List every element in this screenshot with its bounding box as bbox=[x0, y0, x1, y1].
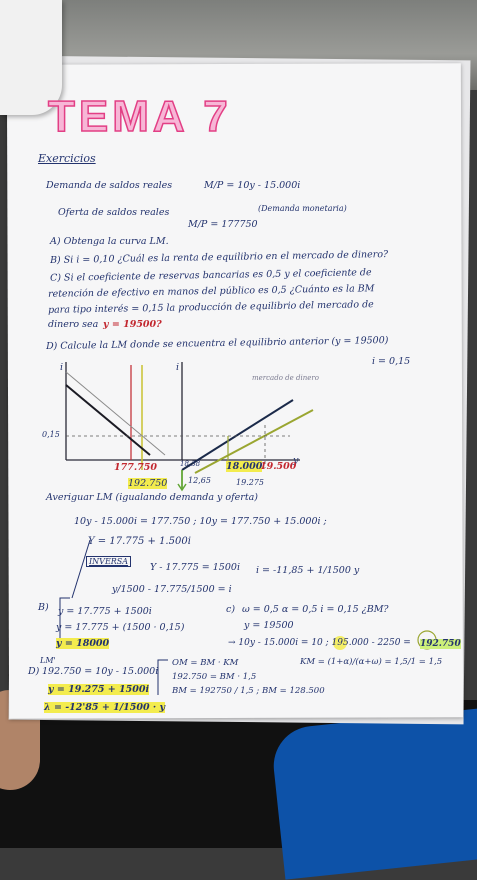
supply-label: Oferta de saldos reales bbox=[58, 207, 170, 218]
label-192750-text: 192.750 bbox=[128, 478, 168, 489]
solution-d-line1: 192.750 = 10y - 15.000i bbox=[42, 666, 159, 677]
solution-a-title: Averiguar LM (igualando demanda y oferta) bbox=[46, 492, 259, 503]
bracket-a bbox=[72, 540, 90, 598]
solution-b-result bbox=[56, 638, 109, 649]
demand-curve-grey bbox=[66, 372, 165, 455]
graph-label-177750: 177.750 bbox=[114, 462, 157, 473]
solution-a-line2: Y = 17.775 + 1.500i bbox=[88, 536, 191, 547]
solution-d-lm: LM' bbox=[40, 656, 56, 665]
solution-b-line2: y = 17.775 + (1500 · 0,15) bbox=[56, 622, 185, 633]
graph-tick-i: 0,15 bbox=[42, 430, 60, 439]
bm-line1: OM = BM · KM bbox=[172, 658, 239, 668]
solution-d-line2 bbox=[48, 684, 149, 695]
demand-note: (Demanda monetaria) bbox=[258, 204, 347, 213]
bm-line3: BM = 192750 / 1,5 ; BM = 128.500 bbox=[172, 686, 325, 696]
question-c-line4: dinero sea bbox=[48, 319, 99, 330]
graph-x-label: y bbox=[293, 455, 299, 466]
graph-label-19500: 19.500 bbox=[260, 461, 297, 472]
solution-d-line3 bbox=[44, 702, 165, 713]
question-b: B) Si i = 0,10 ¿Cuál es la renta de equilibrio en el mercado de dinero? bbox=[49, 249, 389, 266]
solution-b-result-text: y = 18000 bbox=[56, 638, 110, 649]
solution-c-line1: ω = 0,5 α = 0,5 i = 0,15 ¿BM? bbox=[242, 604, 389, 615]
solution-a-line5: y/1500 - 17.775/1500 = i bbox=[112, 584, 232, 595]
question-d-line1: D) Calcule la LM donde se encuentra el equilibrio anterior (y = 19500) bbox=[45, 335, 389, 352]
solution-c-line3: → 10y - 15.000i = 10 ; 195.000 - 2250 = bbox=[228, 638, 411, 648]
question-c-line3: para tipo interés = 0,15 la producción de equilibrio del mercado de bbox=[47, 299, 374, 316]
solution-d-line3-text: λ = -12'85 + 1/1500 · y bbox=[44, 702, 166, 713]
demand-label: Demanda de saldos reales bbox=[46, 180, 173, 191]
solution-d-label: D) bbox=[28, 666, 40, 677]
solution-c-label: c) bbox=[226, 604, 236, 615]
question-a: A) Obtenga la curva LM. bbox=[50, 236, 169, 247]
bm-line2: 192.750 = BM · 1,5 bbox=[172, 672, 257, 682]
graph-label-1838: 18,38 bbox=[180, 460, 201, 468]
label-18000-text: 18.000 bbox=[226, 461, 263, 472]
demand-equation: M/P = 10y - 15.000i bbox=[204, 180, 301, 191]
question-c-value: y = 19500? bbox=[103, 319, 162, 330]
solution-a-line4: i = -11,85 + 1/1500 y bbox=[256, 565, 360, 576]
demand-curve-dark bbox=[66, 385, 150, 455]
supply-equation: M/P = 177750 bbox=[188, 219, 258, 230]
graph-y-label-right: i bbox=[176, 362, 180, 373]
question-c-line2: retención de efectivo en manos del público es 0,5 ¿Cuánto es la BM bbox=[47, 283, 375, 300]
solution-d-line2-text: y = 19.275 + 1500i bbox=[48, 684, 150, 695]
solution-c-result-text: 192.750 bbox=[420, 639, 461, 649]
solution-c-line2: y = 19500 bbox=[244, 620, 294, 631]
solution-c-result bbox=[420, 639, 461, 649]
graph-note: mercado de dinero bbox=[252, 374, 319, 382]
solution-b-label: B) bbox=[38, 602, 49, 613]
km-line: KM = (1+α)/(α+ω) = 1,5/1 = 1,5 bbox=[300, 657, 443, 667]
graph-label-1265: 12,65 bbox=[188, 476, 211, 485]
graph-label-192750 bbox=[128, 478, 167, 489]
graph-label-19275: 19.275 bbox=[236, 478, 264, 487]
question-c-line1: C) Si el coeficiente de reservas bancarias es 0,5 y el coeficiente de bbox=[49, 267, 372, 284]
graph-y-label: i bbox=[60, 362, 64, 373]
bracket-bm bbox=[158, 660, 168, 695]
question-d-line2: i = 0,15 bbox=[372, 356, 411, 367]
page-title: TEMA 7 bbox=[48, 92, 232, 141]
exercise-heading: Exercicios bbox=[38, 152, 96, 165]
graph-label-18000 bbox=[226, 461, 262, 472]
solution-b-line1: y = 17.775 + 1500i bbox=[58, 606, 152, 617]
solution-a-line1: 10y - 15.000i = 177.750 ; 10y = 177.750 + 15.000i ; bbox=[74, 516, 327, 527]
solution-a-inversa: INVERSA bbox=[86, 556, 131, 567]
solution-a-line3: Y - 17.775 = 1500i bbox=[150, 562, 240, 573]
